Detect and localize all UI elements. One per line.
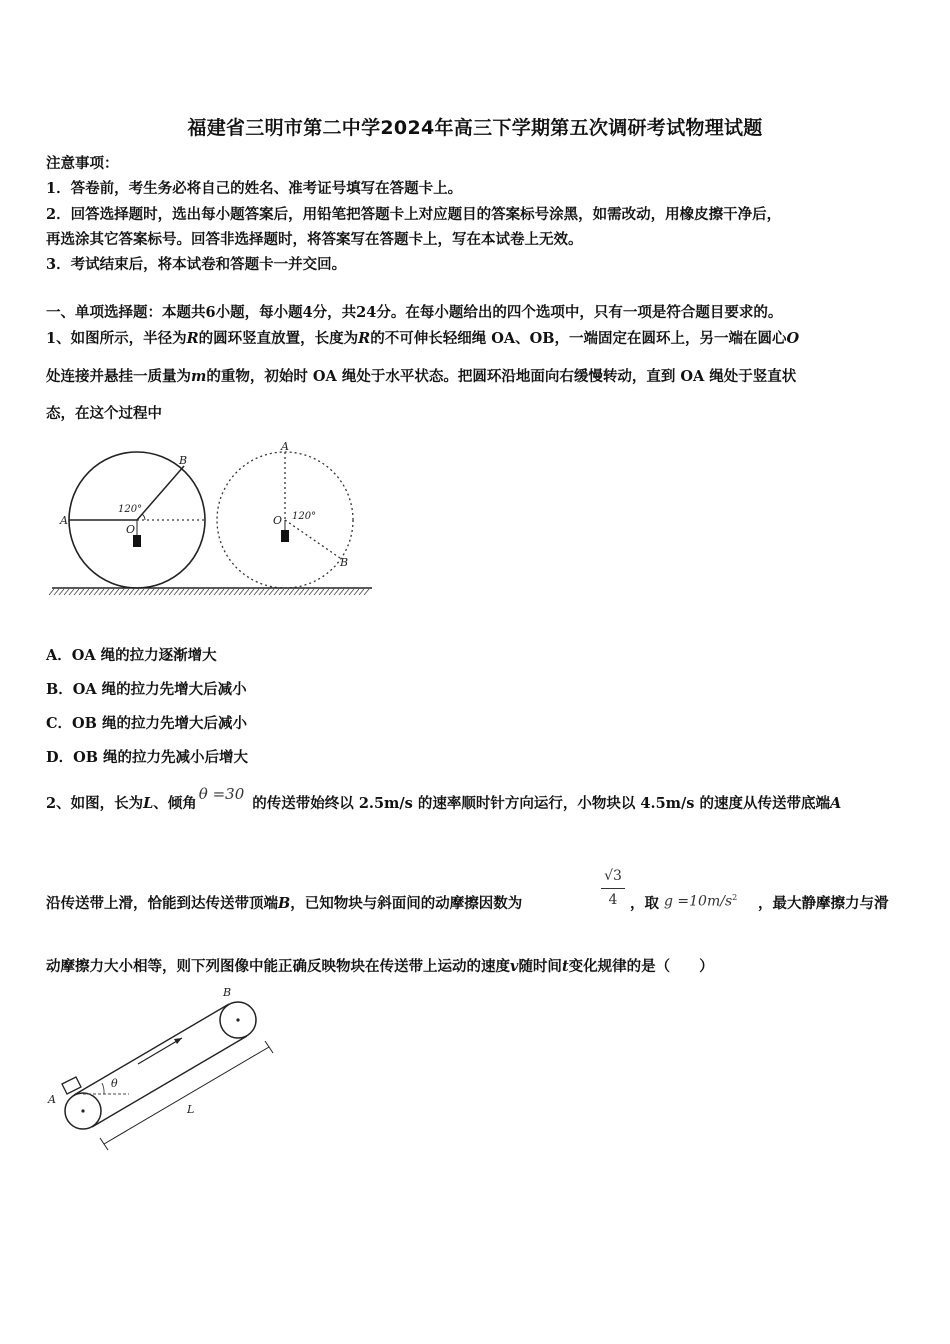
hatch-mark — [64, 589, 69, 595]
hatch-mark — [154, 589, 159, 595]
hatch-mark — [54, 589, 59, 595]
hatch-mark — [279, 589, 284, 595]
q2-conveyor-figure — [44, 980, 284, 1155]
q2-line-2: 沿传送带上滑，恰能到达传送带顶端B，已知物块与斜面间的动摩擦因数为 — [46, 895, 523, 912]
q2-line-2-take: ，取 — [630, 895, 659, 912]
hatch-mark — [354, 589, 359, 595]
hatch-mark — [319, 589, 324, 595]
hatch-mark — [179, 589, 184, 595]
right-label-b: B — [340, 556, 349, 569]
conveyor-label-b: B — [223, 986, 232, 999]
hatch-mark — [204, 589, 209, 595]
hatch-mark — [269, 589, 274, 595]
q1-option-a: A．OA 绳的拉力逐渐增大 — [46, 647, 217, 664]
hatch-mark — [294, 589, 299, 595]
notice-item-2: 2．回答选择题时，选出每小题答案后，用铅笔把答题卡上对应题目的答案标号涂黑，如需改动，用橡皮擦干净后， — [46, 206, 782, 223]
hatch-mark — [184, 589, 189, 595]
q1-line-1: 1、如图所示，半径为R的圆环竖直放置，长度为R的不可伸长轻细绳 OA、OB，一端固定在圆环上，另一端在圆心O — [46, 330, 800, 347]
conveyor-label-a: A — [48, 1093, 56, 1106]
hatch-mark — [239, 589, 244, 595]
q2-line-3: 动摩擦力大小相等，则下列图像中能正确反映物块在传送带上运动的速度v随时间t变化规律的是（ ） — [46, 958, 714, 975]
hatch-mark — [214, 589, 219, 595]
left-label-angle: 120° — [118, 504, 143, 515]
hatch-mark — [89, 589, 94, 595]
q1-figure — [48, 438, 378, 603]
right-label-o: O — [273, 514, 283, 527]
left-label-o: O — [126, 523, 136, 536]
mu-numerator: √3 — [604, 868, 622, 884]
notice-heading: 注意事项： — [46, 155, 119, 172]
g-expression: $g =10m/s^2$ — [664, 893, 738, 910]
hatch-mark — [149, 589, 154, 595]
hatch-mark — [119, 589, 124, 595]
hatch-mark — [324, 589, 329, 595]
right-label-angle: 120° — [292, 511, 317, 522]
hatch-mark — [224, 589, 229, 595]
q2-line-2-end: ，最大静摩擦力与滑 — [758, 895, 889, 912]
hatch-mark — [344, 589, 349, 595]
q1-option-d: D．OB 绳的拉力先减小后增大 — [46, 749, 249, 766]
hatch-mark — [289, 589, 294, 595]
hatch-mark — [219, 589, 224, 595]
hatch-mark — [124, 589, 129, 595]
q1-option-c: C．OB 绳的拉力先增大后减小 — [46, 715, 247, 732]
notice-item-1: 1．答卷前，考生务必将自己的姓名、准考证号填写在答题卡上。 — [46, 180, 463, 197]
left-label-a: A — [60, 514, 68, 527]
fraction-bar — [601, 888, 625, 889]
hatch-mark — [364, 589, 369, 595]
hatch-mark — [359, 589, 364, 595]
hatch-mark — [329, 589, 334, 595]
hatch-mark — [134, 589, 139, 595]
hatch-mark — [99, 589, 104, 595]
hatch-mark — [74, 589, 79, 595]
hatch-mark — [69, 589, 74, 595]
hatch-mark — [199, 589, 204, 595]
left-ring-diagram — [59, 452, 205, 588]
theta-expression: θ =30 — [198, 785, 245, 803]
section-heading: 一、单项选择题：本题共6小题，每小题4分，共24分。在每小题给出的四个选项中，只有一项是符合题目要求的。 — [46, 304, 783, 321]
hatch-mark — [129, 589, 134, 595]
mu-denominator: 4 — [608, 892, 618, 908]
hatch-mark — [314, 589, 319, 595]
hatch-mark — [339, 589, 344, 595]
hatch-mark — [274, 589, 279, 595]
conveyor-label-l: L — [187, 1103, 195, 1116]
q1-option-b: B．OA 绳的拉力先增大后减小 — [46, 681, 247, 698]
hatch-mark — [244, 589, 249, 595]
hatch-mark — [159, 589, 164, 595]
hatch-mark — [59, 589, 64, 595]
conveyor-label-theta: θ — [111, 1077, 118, 1090]
right-label-a: A — [281, 440, 289, 453]
hatch-mark — [254, 589, 259, 595]
hatch-mark — [94, 589, 99, 595]
hatch-mark — [194, 589, 199, 595]
q2-line-1: 2、如图，长为L、倾角θ =30的传送带始终以 2.5m/s 的速率顺时针方向运行，小物块以 4.5m/s 的速度从传送带底端A — [46, 785, 842, 812]
hatch-mark — [334, 589, 339, 595]
hatch-mark — [299, 589, 304, 595]
notice-item-2-cont: 再选涂其它答案标号。回答非选择题时，将答案写在答题卡上，写在本试卷上无效。 — [46, 231, 583, 248]
hatch-mark — [209, 589, 214, 595]
hatch-mark — [249, 589, 254, 595]
hatch-mark — [84, 589, 89, 595]
hatch-mark — [144, 589, 149, 595]
hatch-mark — [234, 589, 239, 595]
left-label-b: B — [179, 454, 188, 467]
hatch-mark — [229, 589, 234, 595]
right-ring-diagram — [217, 440, 353, 588]
hatch-mark — [109, 589, 114, 595]
hatch-mark — [79, 589, 84, 595]
hatch-mark — [309, 589, 314, 595]
page-title: 福建省三明市第二中学2024年高三下学期第五次调研考试物理试题 — [187, 117, 763, 139]
hatch-mark — [189, 589, 194, 595]
hatch-mark — [164, 589, 169, 595]
q1-line-2: 处连接并悬挂一质量为m的重物，初始时 OA 绳处于水平状态。把圆环沿地面向右缓慢转动，直到 OA 绳处于竖直状 — [46, 368, 797, 385]
q1-line-3: 态，在这个过程中 — [46, 405, 162, 422]
hatch-mark — [259, 589, 264, 595]
ground-hatching — [49, 588, 372, 595]
hatch-mark — [284, 589, 289, 595]
hatch-mark — [174, 589, 179, 595]
hatch-mark — [349, 589, 354, 595]
notice-item-3: 3．考试结束后，将本试卷和答题卡一并交回。 — [46, 256, 347, 273]
hatch-mark — [139, 589, 144, 595]
hatch-mark — [304, 589, 309, 595]
hatch-mark — [169, 589, 174, 595]
hatch-mark — [264, 589, 269, 595]
hatch-mark — [104, 589, 109, 595]
hatch-mark — [114, 589, 119, 595]
hatch-mark — [49, 589, 54, 595]
